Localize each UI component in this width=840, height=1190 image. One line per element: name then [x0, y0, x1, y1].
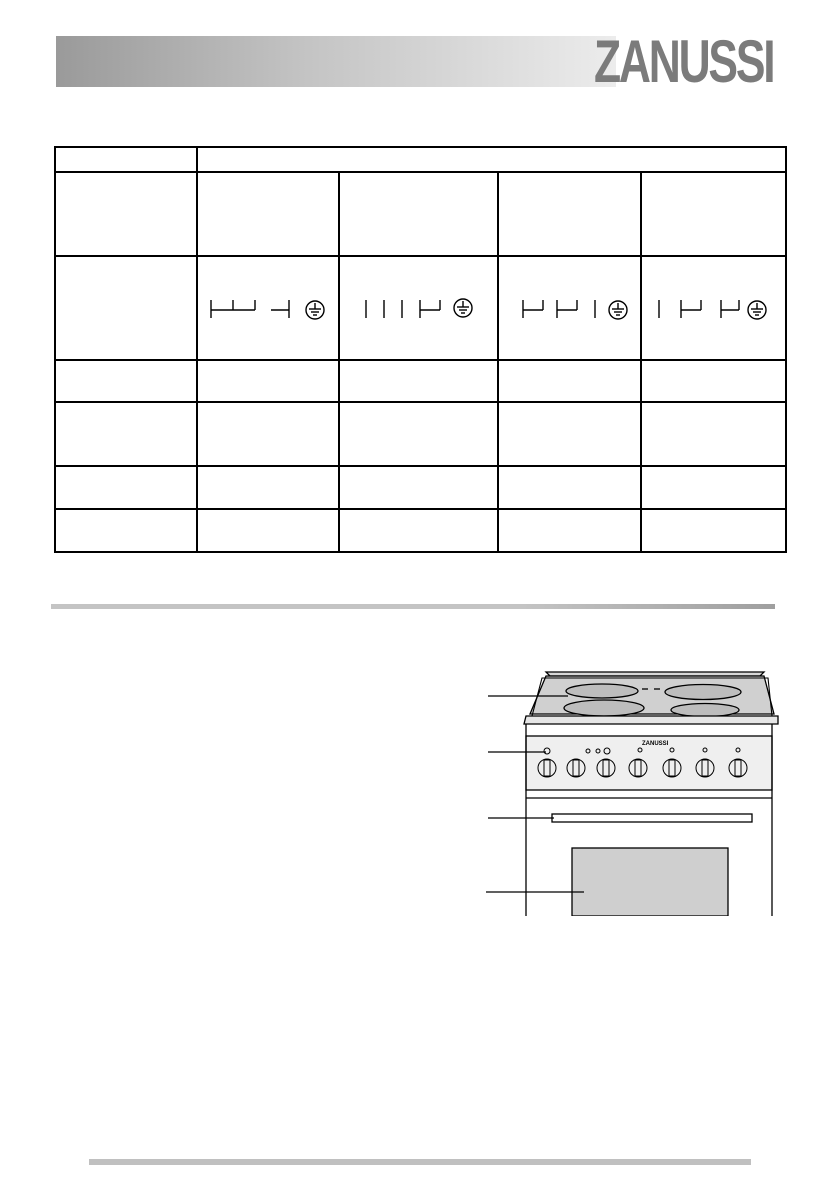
table-cell	[339, 509, 498, 552]
table-cell	[197, 256, 339, 360]
table-cell	[641, 172, 786, 256]
terminal-block-diagram-2-icon	[358, 294, 480, 322]
table-cell	[55, 360, 197, 402]
table-cell	[197, 147, 786, 172]
table-row	[55, 360, 786, 402]
table-cell	[498, 402, 641, 466]
table-row	[55, 256, 786, 360]
table-cell	[641, 466, 786, 509]
table-cell	[498, 172, 641, 256]
brand-logo: ZANUSSI	[594, 28, 774, 95]
table-cell	[55, 509, 197, 552]
table-cell	[197, 466, 339, 509]
table-cell	[55, 256, 197, 360]
table-cell	[197, 509, 339, 552]
table-cell	[339, 172, 498, 256]
table-cell	[339, 402, 498, 466]
table-cell	[641, 509, 786, 552]
table-cell	[197, 360, 339, 402]
table-row	[55, 147, 786, 172]
terminal-block-diagram-4-icon	[653, 294, 775, 322]
table-cell	[339, 256, 498, 360]
table-cell	[55, 147, 197, 172]
table-cell	[641, 256, 786, 360]
cooker-brand-label: ZANUSSI	[642, 741, 669, 747]
table-row	[55, 466, 786, 509]
table-cell	[197, 402, 339, 466]
table-row	[55, 402, 786, 466]
table-cell	[55, 172, 197, 256]
table-cell	[641, 402, 786, 466]
section-divider	[51, 604, 775, 609]
table-row	[55, 509, 786, 552]
table-cell	[498, 256, 641, 360]
table-cell	[55, 466, 197, 509]
table-cell	[55, 402, 197, 466]
table-cell	[339, 466, 498, 509]
footer-line	[89, 1159, 751, 1165]
electric-cooker-icon	[484, 664, 780, 916]
terminal-block-diagram-3-icon	[509, 294, 631, 322]
table-cell	[197, 172, 339, 256]
table-cell	[498, 466, 641, 509]
terminal-block-diagram-1-icon	[207, 294, 329, 322]
table-cell	[498, 509, 641, 552]
table-cell	[641, 360, 786, 402]
table-cell	[498, 360, 641, 402]
table-row	[55, 172, 786, 256]
table-cell	[339, 360, 498, 402]
header-bar	[56, 36, 616, 87]
connection-table	[54, 146, 787, 553]
